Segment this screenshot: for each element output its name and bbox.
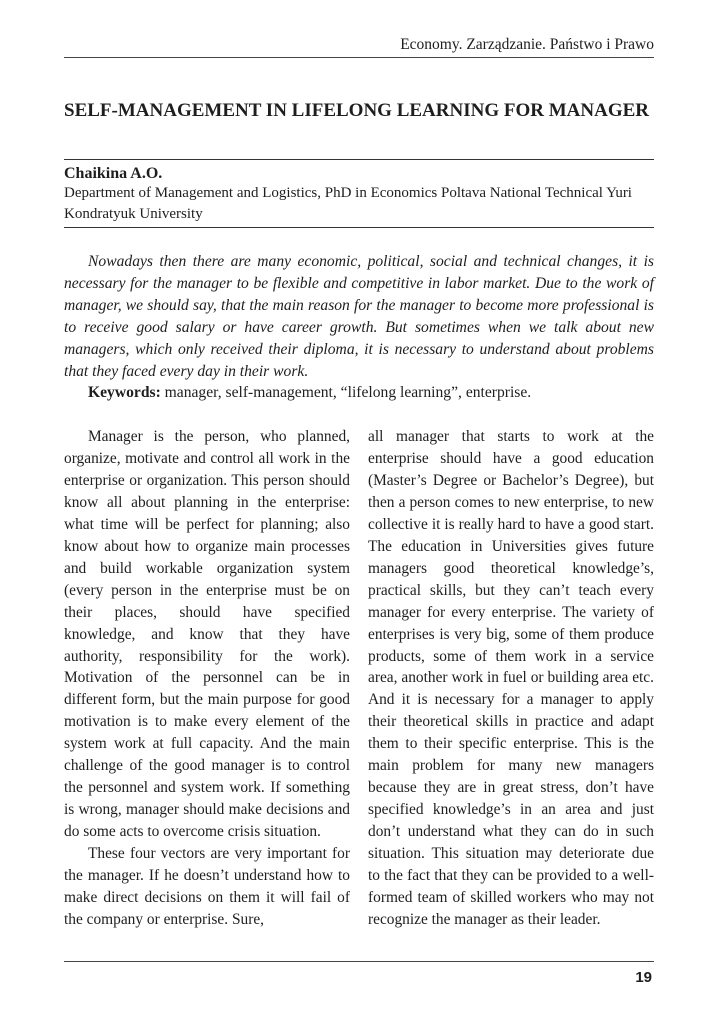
page-number: 19	[635, 969, 652, 986]
body-column-right	[368, 426, 654, 931]
author-name: Chaikina A.O.	[64, 165, 163, 182]
body-paragraph: Manager is the person, who planned, organize, motivate and control all work in the enterprise or organization. This person should know all about planning in the enterprise: what time will be perfect for planning; also know about how to organize main processes and build workable organization system (every person in the enterprise must be on their places, should have specified knowledge, and know that they have authority, responsibility for the work). Motivation of the personnel can be in different form, but the main purpose for good motivation is to make every element of the system work at full capacity. And the main challenge of the good manager is to control the personnel and system work. If something is wrong, manager should make decisions and do some acts to overcome crisis situation.	[64, 428, 350, 841]
body-column-left	[64, 426, 350, 931]
keywords-list: manager, self-management, “lifelong learning”, enterprise.	[160, 384, 532, 401]
author-affiliation: Department of Management and Logistics, PhD in Economics Poltava National Technical Yuri Kondratyuk University	[64, 185, 632, 222]
keywords-label: Keywords:	[88, 384, 161, 401]
body-paragraph: all manager that starts to work at the enterprise should have a good education (Master’s Degree or Bachelor’s Degree), but then a person comes to new enterprise, to new collective it is really hard to have a good start. The education in Universities gives future managers good theoretical knowledge’s, practical skills, but they can’t teach every manager for every enterprise. The variety of enterprises is very big, some of them produce products, some of them work in a service area, another work in fuel or building area etc. And it is necessary for a manager to apply their theoretical skills in practice and adapt them to their specific enterprise. This is the main problem for many new managers because they are in great stress, don’t have specified knowledge’s in an area and just don’t understand what they can do in such situation. This situation may deteriorate due to the fact that they can be provided to a well-formed team of skilled workers who may not recognize the manager as their leader.	[368, 428, 654, 928]
title-divider	[64, 159, 654, 160]
keywords	[64, 382, 654, 404]
running-head: Economy. Zarządzanie. Państwo i Prawo	[64, 33, 654, 58]
abstract: Nowadays then there are many economic, political, social and technical changes, it is necessary for the manager to be flexible and competitive in labor market. Due to the work of manager, we should say, that the main reason for the manager to become more professional is to receive good salary or have career growth. But sometimes when we talk about new managers, which only received their diploma, it is necessary to understand about problems that they faced every day in their work.	[64, 253, 654, 381]
footer-divider	[64, 961, 654, 962]
body-paragraph: These four vectors are very important for the manager. If he doesn’t understand how to make direct decisions on them it will fail of the company or enterprise. Sure,	[64, 845, 350, 928]
article-title: SELF-MANAGEMENT IN LIFELONG LEARNING FOR MANAGER	[64, 100, 649, 121]
affiliation-divider	[64, 227, 654, 228]
